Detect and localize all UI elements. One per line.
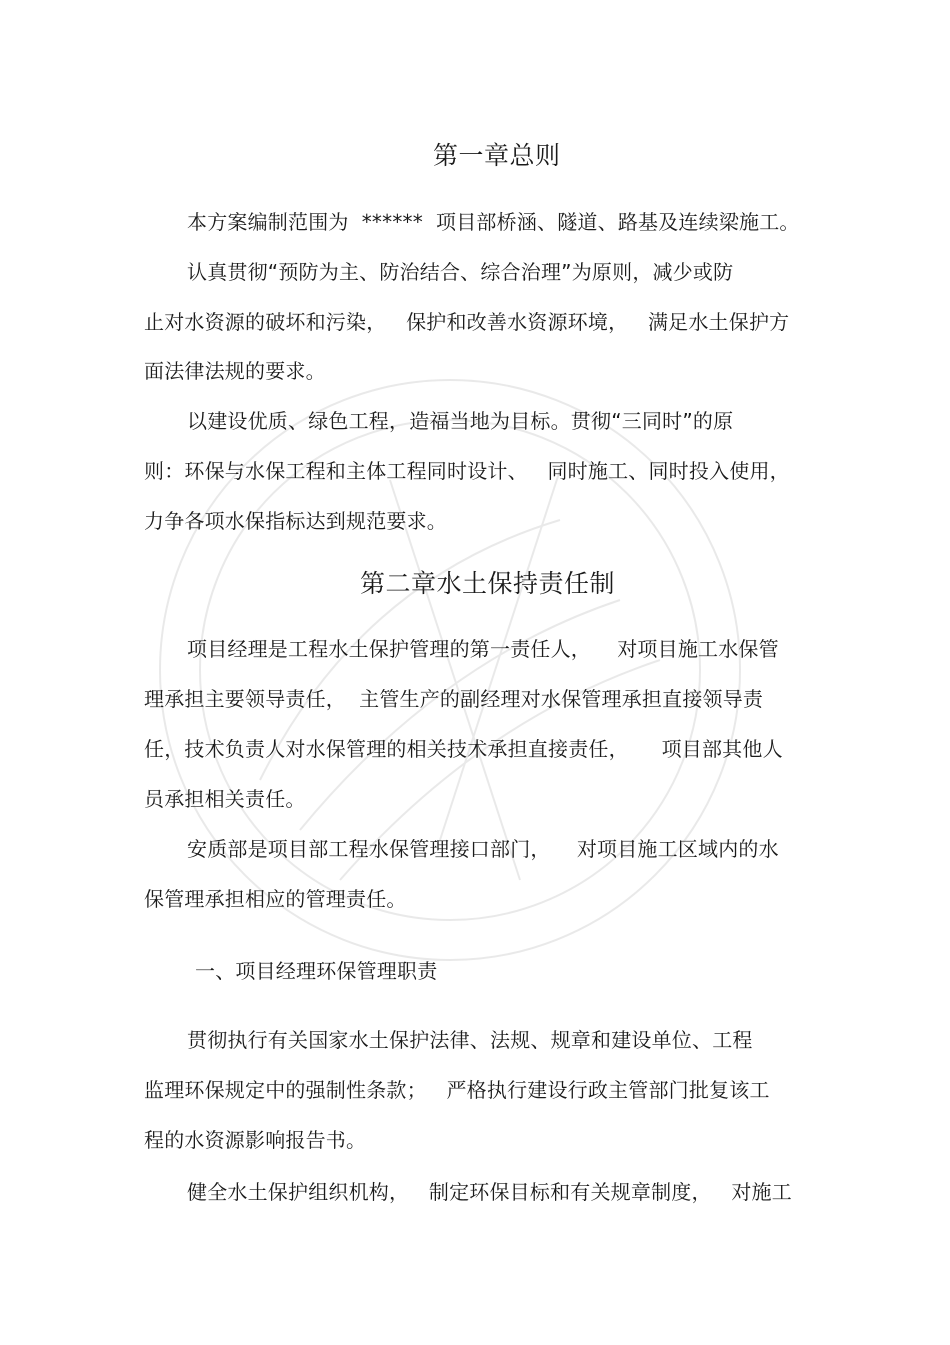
chapter2-paragraph1-line2: 理承担主要领导责任， 主管生产的副经理对水保管理承担直接领导责 — [144, 687, 764, 711]
chapter2-paragraph1-line4: 员承担相关责任。 — [144, 787, 306, 811]
chapter1-paragraph2-line3: 面法律法规的要求。 — [144, 359, 326, 383]
chapter2-paragraph1-line1: 项目经理是工程水土保护管理的第一责任人， 对项目施工水保管 — [187, 637, 779, 661]
chapter2-paragraph2-line2: 保管理承担相应的管理责任。 — [144, 887, 407, 911]
chapter1-paragraph1: 本方案编制范围为 ****** 项目部桥涵、隧道、路基及连续梁施工。 — [187, 210, 800, 234]
chapter1-title: 第一章总则 — [433, 141, 561, 170]
section1-title: 一、项目经理环保管理职责 — [195, 959, 438, 983]
chapter1-paragraph2-line2: 止对水资源的破坏和污染， 保护和改善水资源环境， 满足水土保护方 — [144, 310, 790, 334]
chapter2-paragraph1-line3: 任，技术负责人对水保管理的相关技术承担直接责任， 项目部其他人 — [144, 737, 783, 761]
section1-paragraph2-line1: 健全水土保护组织机构， 制定环保目标和有关规章制度， 对施工 — [187, 1180, 792, 1204]
chapter2-paragraph2-line1: 安质部是项目部工程水保管理接口部门， 对项目施工区域内的水 — [187, 837, 779, 861]
chapter1-paragraph2-line1: 认真贯彻“预防为主、防治结合、综合治理”为原则，减少或防 — [187, 260, 734, 284]
section1-paragraph1-line1: 贯彻执行有关国家水土保护法律、法规、规章和建设单位、工程 — [187, 1028, 753, 1052]
section1-paragraph1-line2: 监理环保规定中的强制性条款； 严格执行建设行政主管部门批复该工 — [144, 1078, 770, 1102]
chapter1-paragraph3-line3: 力争各项水保指标达到规范要求。 — [144, 509, 447, 533]
section1-paragraph1-line3: 程的水资源影响报告书。 — [144, 1128, 367, 1152]
chapter2-title: 第二章水土保持责任制 — [360, 569, 616, 598]
chapter1-paragraph3-line1: 以建设优质、绿色工程，造福当地为目标。贯彻“三同时”的原 — [187, 409, 734, 433]
chapter1-paragraph3-line2: 则：环保与水保工程和主体工程同时设计、 同时施工、同时投入使用， — [144, 459, 790, 483]
